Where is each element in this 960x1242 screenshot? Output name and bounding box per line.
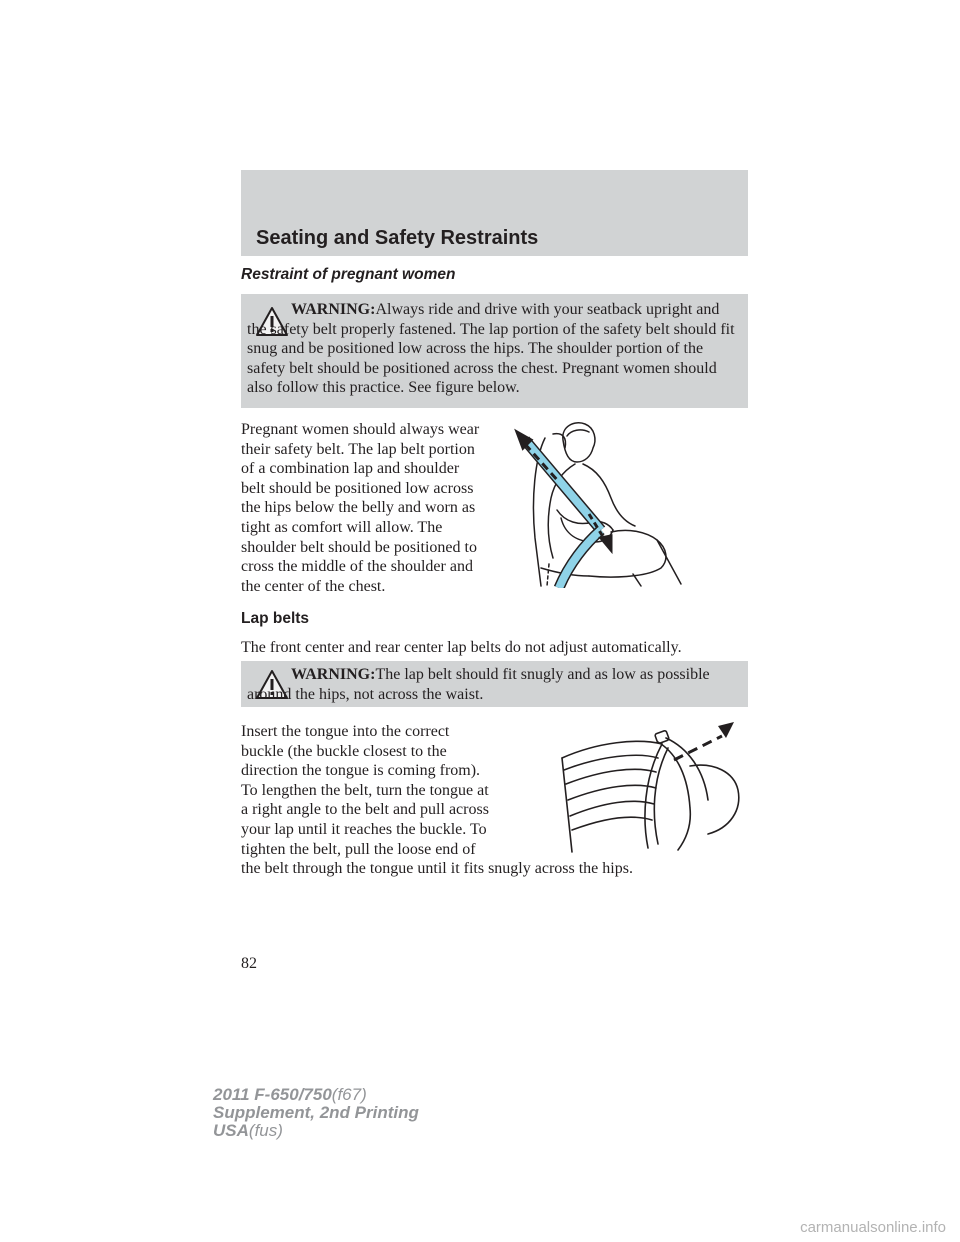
- footer-line-3: [213, 1122, 419, 1140]
- section-header-band: [241, 170, 748, 256]
- footer-model-code: (f67): [331, 1085, 367, 1104]
- subsection-title-lap-belts: Lap belts: [241, 610, 310, 627]
- warning-label: WARNING:: [291, 666, 376, 683]
- warning-label: WARNING:: [291, 301, 376, 318]
- pregnant-body-text: Pregnant women should always wear their safety belt. The lap belt portion of a combination lap and shoulder belt should be positioned low across the hips below the belly and worn as tight as comfort will allow. The shoulder belt should be positioned to cross the middle of the shoulder and the center of the chest.: [241, 421, 480, 595]
- footer-line-1: [213, 1086, 419, 1104]
- document-footer: [213, 1086, 419, 1140]
- warning-paragraph: [247, 300, 740, 398]
- warning-body: Always ride and drive with your seatback upright and the safety belt properly fastened. The lap portion of the safety belt should fit snug and be positioned low across the hips. The shoulder portion of the safety belt should be positioned across the chest. Pregnant women should also follow this practice. See figure below.: [247, 301, 735, 396]
- warning-paragraph: [247, 665, 740, 704]
- lap-belt-illustration: [558, 718, 744, 854]
- pregnant-belt-illustration: [505, 418, 687, 588]
- arrow-icon: [674, 722, 734, 760]
- footer-line-2: Supplement, 2nd Printing: [213, 1103, 419, 1122]
- warning-box-lap-belts: [241, 661, 748, 707]
- footer-region-code: (fus): [248, 1121, 283, 1140]
- lap-belts-intro: The front center and rear center lap belts do not adjust automatically.: [241, 639, 682, 656]
- warning-body: The lap belt should fit snugly and as low as possible around the hips, not across the waist.: [247, 666, 710, 703]
- footer-region: USA: [213, 1121, 249, 1140]
- warning-box-pregnant: [241, 294, 748, 408]
- subsection-title-pregnant: Restraint of pregnant women: [241, 266, 456, 283]
- lap-belts-instructions: Insert the tongue into the correct buckle (the buckle closest to the direction the tongue is coming from). To lengthen the belt, turn the tongue at a right angle to the belt and pull across your lap until it reaches the buckle. To tighten the belt, pull the loose end of the belt through the tongue until it fits snugly across the hips.: [241, 723, 633, 878]
- page-section-title: Seating and Safety Restraints: [256, 227, 539, 249]
- page-number: 82: [241, 955, 257, 972]
- watermark: carmanualsonline.info: [800, 1219, 946, 1236]
- footer-model: 2011 F-650/750: [213, 1085, 332, 1104]
